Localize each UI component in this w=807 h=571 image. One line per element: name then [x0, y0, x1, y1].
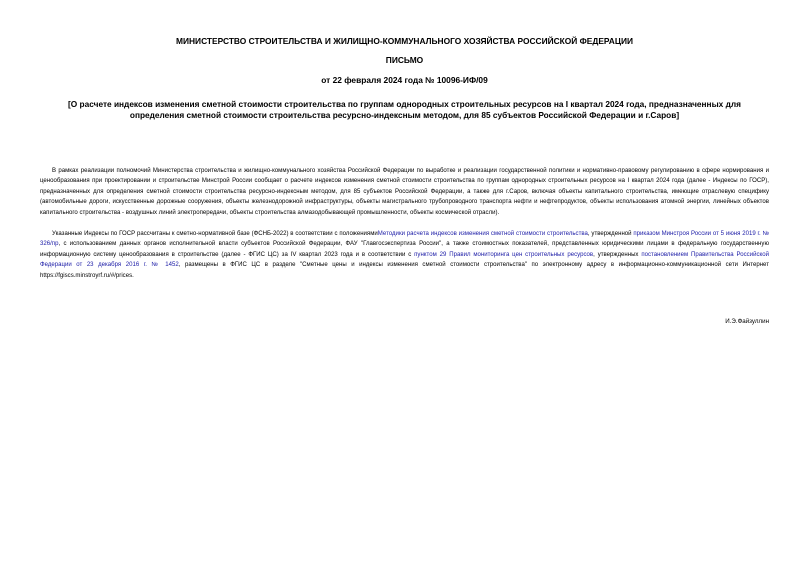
monitoring-rules-link[interactable]: пунктом 29 Правил мониторинга цен строительных ресурсов: [414, 251, 594, 258]
paragraph-2-text-3: , с использованием данных органов исполнительной власти субъектов Российской Федерации, ФАУ "Главгосэкспертиза России", а также стоимостных показателей, представленных юридическими лицами в федеральную государственную информационную систему ценообразования в строительстве (далее - ФГИС ЦС) за IV квартал 2023 года и в соответствии с: [40, 241, 769, 258]
ministry-name: МИНИСТЕРСТВО СТРОИТЕЛЬСТВА И ЖИЛИЩНО-КОММУНАЛЬНОГО ХОЗЯЙСТВА РОССИЙСКОЙ ФЕДЕРАЦИИ: [176, 36, 633, 46]
document-title: [О расчете индексов изменения сметной стоимости строительства по группам однородных строительных ресурсов на I квартал 2024 года, предназначенных для определения сметной стоимости строительства ресурсно-индексным методом, для 85 субъектов Российской Федерации и г.Саров]: [68, 99, 741, 120]
body-paragraph-1: В рамках реализации полномочий Министерства строительства и жилищно-коммунального хозяйства Российской Федерации по выработке и реализации государственной политики и нормативно-правовому регулированию в сфере нормирования и ценообразования при проектировании и строительстве Минстрой России сообщает о расчете индексов изменения сметной стоимости строительства по группам однородных строительных ресурсов на I квартал 2024 года (далее - Индексы по ГОСР), предназначенных для определения сметной стоимости строительства ресурсно-индексным методом, для 85 субъектов Российской Федерации, а также для г.Саров, включая объекты капитального строительства, имеющие отраслевую специфику (автомобильные дороги, искусственные дорожные сооружения, объекты железнодорожной инфраструктуры, объекты магистрального трубопроводного транспорта нефти и нефтепродуктов, объекты использования атомной энергии, линейных объектов капитального строительства - воздушных линий электропередачи, объекты строительства алмазодобывающей промышленности, объекты космической отрасли).: [40, 168, 769, 216]
paragraph-2-text-2: , утвержденной: [587, 231, 634, 238]
paragraph-2-text-5: , размещены в ФГИС ЦС в разделе "Сметные цены и индексы изменения сметной стоимости строительства" по электронному адресу в информационно-коммуникационной сети Интернет https://fgiscs.minstroyrf.ru/#/prices.: [40, 262, 769, 279]
paragraph-2-text-4: , утвержденных: [593, 251, 642, 258]
signatory-name: И.Э.Файзуллин: [725, 318, 769, 326]
body-paragraph-2: [40, 229, 769, 281]
paragraph-2-text-1: Указанные Индексы по ГОСР рассчитаны к сметно-нормативной базе (ФСНБ-2022) в соответствии с положениями: [52, 231, 378, 238]
methodology-link[interactable]: Методики расчета индексов изменения сметной стоимости строительства: [377, 231, 588, 238]
government-decree-1452-link[interactable]: постановлением Правительства Российской Федерации от 23 декабря 2016 г. № 1452: [40, 251, 769, 269]
order-326-link[interactable]: приказом Минстроя России от 5 июня 2019 г. № 326/пр: [40, 231, 770, 248]
document-type: ПИСЬМО: [385, 55, 424, 65]
document-date-number: от 22 февраля 2024 года № 10096-ИФ/09: [321, 75, 488, 85]
